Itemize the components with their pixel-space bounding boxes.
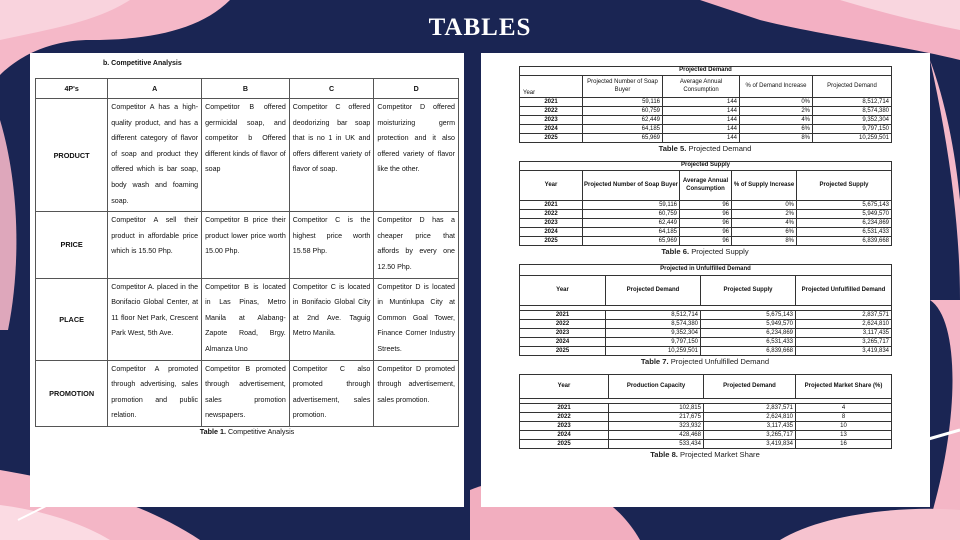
table-cell: 8% — [732, 237, 797, 246]
table-cell: Competitor A has a high-quality product, and has a different category of flavor of soap and product they offered which is bar soap, body wash and foaming soap. — [108, 99, 202, 212]
table-cell: 6,531,433 — [797, 228, 892, 237]
table-row — [520, 219, 892, 228]
table-cell: Competitor D has a cheaper price that affords by every one 12.50 Php. — [374, 212, 459, 278]
table-row — [520, 440, 892, 449]
year-cell: 2022 — [520, 107, 583, 116]
column-header: Projected Demand — [704, 375, 796, 399]
table-row — [520, 210, 892, 219]
competitive-analysis-heading: b. Competitive Analysis — [103, 60, 182, 67]
table-cell: 144 — [663, 107, 740, 116]
table-row — [36, 360, 459, 426]
table-cell: 8% — [740, 134, 813, 143]
table-row — [520, 311, 892, 320]
table-cell: 2,624,810 — [704, 413, 796, 422]
table-cell: 96 — [680, 237, 732, 246]
competitive-analysis-table — [35, 78, 459, 427]
table-cell: 9,797,150 — [813, 125, 892, 134]
table-cell: 62,449 — [583, 219, 680, 228]
table-row — [36, 212, 459, 278]
table-cell: 96 — [680, 201, 732, 210]
projected-demand-block — [519, 66, 891, 153]
column-header: 4P's — [36, 79, 108, 99]
year-cell: 2022 — [520, 320, 606, 329]
column-header: % of Supply Increase — [732, 171, 797, 201]
table-row — [520, 201, 892, 210]
table-cell: 8,574,380 — [813, 107, 892, 116]
projected-supply-table — [519, 161, 892, 246]
row-label: PRICE — [36, 212, 108, 278]
table-body — [520, 201, 892, 246]
table-header-row — [36, 79, 459, 99]
caption-number: Table 8. — [650, 450, 678, 459]
projections-panel — [481, 53, 930, 507]
market-share-block — [519, 374, 891, 459]
table-caption — [519, 144, 891, 153]
table-cell: 2,624,810 — [796, 320, 892, 329]
table-cell: 6,531,433 — [701, 338, 796, 347]
table-cell: 9,352,304 — [813, 116, 892, 125]
table-row — [520, 98, 892, 107]
table-cell: 3,117,435 — [704, 422, 796, 431]
table-cell: 96 — [680, 228, 732, 237]
table-cell: Competitor D promoted through advertisement, sales promotion. — [374, 360, 459, 426]
table-cell: 9,797,150 — [606, 338, 701, 347]
table-cell: 428,468 — [609, 431, 704, 440]
year-cell: 2024 — [520, 125, 583, 134]
caption-title: Competitive Analysis — [227, 426, 295, 436]
table-cell: 2% — [740, 107, 813, 116]
table-row — [520, 347, 892, 356]
table-cell: 144 — [663, 98, 740, 107]
table-row — [520, 338, 892, 347]
column-header: Year — [520, 76, 583, 98]
table-cell: 144 — [663, 116, 740, 125]
table-cell: 62,449 — [583, 116, 663, 125]
table-cell: Competitor D is located in Muntinlupa City at Common Goal Tower, Finance Corner Industry Streets. — [374, 278, 459, 360]
table-title: Projected in Unfulfilled Demand — [520, 265, 892, 276]
table-caption — [519, 450, 891, 459]
table-row — [520, 237, 892, 246]
slide-title: TABLES — [428, 14, 532, 41]
table-cell: 0% — [732, 201, 797, 210]
table-cell: 6,234,869 — [797, 219, 892, 228]
table-cell: 65,969 — [583, 134, 663, 143]
table-cell: 9,352,304 — [606, 329, 701, 338]
column-header: Projected Number of Soap Buyer — [583, 76, 663, 98]
column-header: Projected Demand — [606, 276, 701, 306]
table-caption — [519, 247, 891, 256]
table-cell: 64,185 — [583, 125, 663, 134]
column-header: Production Capacity — [609, 375, 704, 399]
table-cell: 16 — [796, 440, 892, 449]
year-cell: 2025 — [520, 134, 583, 143]
table-row — [36, 99, 459, 212]
table-cell: 102,815 — [609, 404, 704, 413]
table-cell: 6,839,668 — [701, 347, 796, 356]
table-cell: 5,675,143 — [701, 311, 796, 320]
year-cell: 2021 — [520, 98, 583, 107]
column-header: Projected Unfulfilled Demand — [796, 276, 892, 306]
column-header: B — [202, 79, 290, 99]
table-row — [520, 134, 892, 143]
column-header: Average Annual Consumption — [663, 76, 740, 98]
table-body — [520, 311, 892, 356]
table-cell: Competitor C is located in Bonifacio Global City at 2nd Ave. Taguig Metro Manila. — [289, 278, 374, 360]
table-row — [520, 228, 892, 237]
table-cell: 59,116 — [583, 201, 680, 210]
table-cell: Competitor B price their product lower price worth 15.00 Php. — [202, 212, 290, 278]
table-title: Projected Demand — [520, 67, 892, 76]
column-header: Projected Supply — [701, 276, 796, 306]
table-cell: 2,837,571 — [704, 404, 796, 413]
caption-number: Table 6. — [661, 247, 690, 256]
projected-demand-table — [519, 66, 892, 143]
table-cell: 3,265,717 — [796, 338, 892, 347]
year-cell: 2023 — [520, 219, 583, 228]
table-row — [520, 107, 892, 116]
table-cell: 6,839,668 — [797, 237, 892, 246]
year-cell: 2024 — [520, 228, 583, 237]
market-share-table — [519, 374, 892, 449]
year-cell: 2025 — [520, 440, 609, 449]
table-row — [520, 329, 892, 338]
table-cell: 8,512,714 — [606, 311, 701, 320]
table-cell: 8,574,380 — [606, 320, 701, 329]
table-cell: 60,759 — [583, 210, 680, 219]
table-cell: 64,185 — [583, 228, 680, 237]
table-cell: 13 — [796, 431, 892, 440]
table-cell: 10,259,501 — [813, 134, 892, 143]
table-cell: 3,419,834 — [704, 440, 796, 449]
year-cell: 2022 — [520, 210, 583, 219]
table-cell: 4 — [796, 404, 892, 413]
competitive-analysis-panel — [30, 53, 464, 507]
table-cell: 10 — [796, 422, 892, 431]
table-cell: 217,675 — [609, 413, 704, 422]
table-cell: 5,949,570 — [797, 210, 892, 219]
column-header: Year — [520, 171, 583, 201]
row-label: PRODUCT — [36, 99, 108, 212]
table-cell: 2% — [732, 210, 797, 219]
table-body — [520, 404, 892, 449]
caption-number: Table 7. — [640, 357, 669, 366]
table-cell: 3,117,435 — [796, 329, 892, 338]
table-cell: 3,419,834 — [796, 347, 892, 356]
column-header: Year — [520, 276, 606, 306]
column-header: Projected Market Share (%) — [796, 375, 892, 399]
table-cell: 6% — [732, 228, 797, 237]
year-cell: 2024 — [520, 431, 609, 440]
table-cell: 96 — [680, 210, 732, 219]
table-cell: Competitor C also promoted through advertisement, sales promotion. — [289, 360, 374, 426]
table-row — [520, 422, 892, 431]
caption-number: Table 5. — [658, 144, 687, 153]
year-cell: 2025 — [520, 347, 606, 356]
year-cell: 2024 — [520, 338, 606, 347]
column-header: C — [289, 79, 374, 99]
table-cell: 4% — [732, 219, 797, 228]
table-cell: 8 — [796, 413, 892, 422]
column-header: % of Demand Increase — [740, 76, 813, 98]
projected-supply-block — [519, 161, 891, 256]
table-cell: Competitor A. placed in the Bonifacio Global Center, at 11 floor Net Park, Crescent Park West, 5th Ave. — [108, 278, 202, 360]
caption-number: Table 1. — [199, 426, 226, 436]
unfulfilled-demand-table — [519, 264, 892, 356]
row-label: PROMOTION — [36, 360, 108, 426]
table-cell: 96 — [680, 219, 732, 228]
table-cell: 6,234,869 — [701, 329, 796, 338]
table-row — [520, 116, 892, 125]
caption-title: Projected Demand — [688, 144, 752, 153]
table-row — [520, 431, 892, 440]
year-cell: 2023 — [520, 422, 609, 431]
year-cell: 2023 — [520, 329, 606, 338]
table-cell: Competitor A sell their product in affordable price which is 15.50 Php. — [108, 212, 202, 278]
year-cell: 2023 — [520, 116, 583, 125]
column-header: Year — [520, 375, 609, 399]
year-cell: 2025 — [520, 237, 583, 246]
table-cell: 2,837,571 — [796, 311, 892, 320]
table-cell: Competitor A promoted through advertising, sales promotion and public relation. — [108, 360, 202, 426]
year-cell: 2021 — [520, 201, 583, 210]
table-row — [520, 320, 892, 329]
table-body — [520, 98, 892, 143]
column-header: Average Annual Consumption — [680, 171, 732, 201]
column-header: Projected Demand — [813, 76, 892, 98]
table-cell: 4% — [740, 116, 813, 125]
table-cell: 0% — [740, 98, 813, 107]
row-label: PLACE — [36, 278, 108, 360]
caption-title: Projected Market Share — [680, 450, 760, 459]
table-cell: Competitor B offered germicidal soap, and competitor b Offered different kinds of flavor of soap — [202, 99, 290, 212]
table-title: Projected Supply — [520, 162, 892, 171]
table-cell: 5,949,570 — [701, 320, 796, 329]
table-cell: Competitor C offered deodorizing bar soap that is no 1 in UK and offers different variety of flavor of soap. — [289, 99, 374, 212]
table-cell: Competitor C is the highest price worth 15.58 Php. — [289, 212, 374, 278]
table-row — [520, 125, 892, 134]
caption-title: Projected Supply — [691, 247, 749, 256]
table-cell: 6% — [740, 125, 813, 134]
year-cell: 2022 — [520, 413, 609, 422]
unfulfilled-demand-block — [519, 264, 891, 366]
column-header: A — [108, 79, 202, 99]
table-cell: 323,932 — [609, 422, 704, 431]
table-cell: 65,969 — [583, 237, 680, 246]
column-header: Projected Supply — [797, 171, 892, 201]
table-cell: 144 — [663, 125, 740, 134]
column-header: Projected Number of Soap Buyer — [583, 171, 680, 201]
table-cell: 5,675,143 — [797, 201, 892, 210]
table-row — [36, 278, 459, 360]
table-caption — [519, 357, 891, 366]
caption-title: Projected Unfulfilled Demand — [670, 357, 770, 366]
year-cell: 2021 — [520, 311, 606, 320]
year-cell: 2021 — [520, 404, 609, 413]
column-header: D — [374, 79, 459, 99]
table-cell: 3,265,717 — [704, 431, 796, 440]
table-row — [520, 404, 892, 413]
table-cell: 60,759 — [583, 107, 663, 116]
table-cell: Competitor D offered moisturizing germ protection and it also offered variety of flavor like the other. — [374, 99, 459, 212]
table-row — [520, 413, 892, 422]
table-cell: 10,259,501 — [606, 347, 701, 356]
table-caption — [35, 427, 459, 436]
table-cell: 59,116 — [583, 98, 663, 107]
table-cell: 144 — [663, 134, 740, 143]
table-cell: 8,512,714 — [813, 98, 892, 107]
table-cell: Competitor B promoted through advertisement, sales promotion newspapers. — [202, 360, 290, 426]
table-cell: 533,434 — [609, 440, 704, 449]
table-cell: Competitor B is located in Las Pinas, Metro Manila at Alabang-Zapote Road, Brgy. Almanza Uno — [202, 278, 290, 360]
